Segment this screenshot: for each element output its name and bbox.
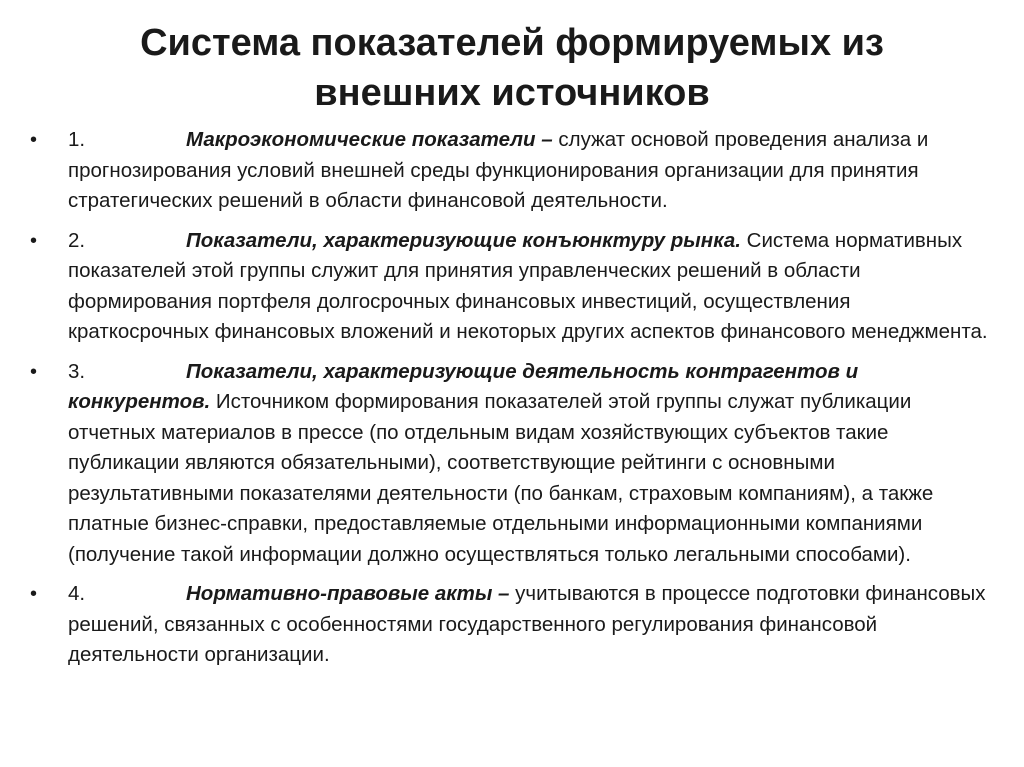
item-text: служат основой проведения анализа и прогнозирования условий внешней среды функционирования организации для принятия стратегических решений в области финансовой деятельности. (68, 128, 929, 212)
item-text: Источником формирования показателей этой группы служат публикации отчетных материалов в прессе (по отдельным видам хозяйствующих субъектов такие публикации являются обязательными), соответствующие рейтинги с основными результативными показателями деятельности (по банкам, страховым компаниям), а также платные бизнес-справки, предоставляемые отдельными информационными компаниями (получение такой информации должно осуществляться только легальными способами). (68, 390, 934, 566)
item-text: учитываются в процессе подготовки финансовых решений, связанных с особенностями государственного регулирования финансовой деятельности организации. (68, 582, 986, 666)
bullet-icon: • (30, 129, 38, 151)
item-term: Показатели, характеризующие деятельность контрагентов и конкурентов. (68, 359, 859, 413)
bullet-icon: • (30, 583, 38, 605)
bullet-icon: • (30, 229, 38, 252)
slide-title-line-2: внешних источников (314, 72, 710, 114)
bullet-icon: • (30, 360, 38, 383)
list-item-1 (30, 125, 990, 217)
item-number: 1. (68, 128, 86, 151)
slide-title (0, 18, 1024, 118)
item-term: Показатели, характеризующие конъюнктуру рынка. (186, 228, 741, 252)
item-term: Макроэкономические показатели – (186, 128, 553, 151)
indicator-list (30, 125, 990, 680)
list-item-3 (30, 357, 990, 571)
slide-title-line-1: Система показателей формируемых из (140, 22, 884, 64)
list-item-4 (30, 579, 990, 671)
list-item-2 (30, 226, 990, 348)
item-number: 2. (68, 228, 86, 252)
item-text: Система нормативных показателей этой группы служит для принятия управленческих решений в области формирования портфеля долгосрочных финансовых инвестиций, осуществления краткосрочных финансовых вложений и некоторых других аспектов финансового менеджмента. (68, 228, 988, 343)
item-number: 4. (68, 582, 86, 605)
item-number: 3. (68, 359, 86, 383)
item-term: Нормативно-правовые акты – (186, 582, 510, 605)
